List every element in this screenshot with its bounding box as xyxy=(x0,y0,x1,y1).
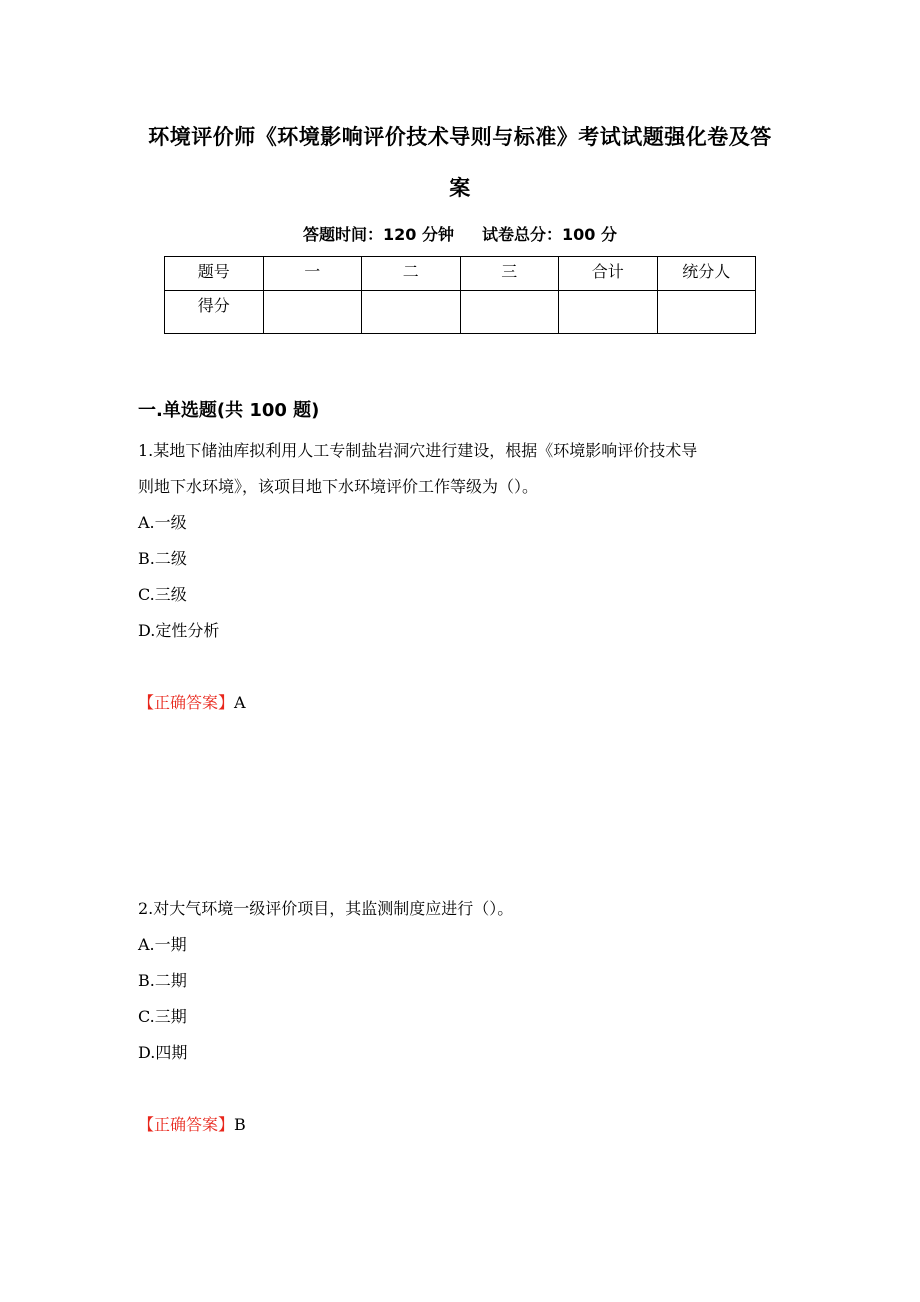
question-1-option: B.二级 xyxy=(138,549,187,568)
score-table-score-row xyxy=(165,291,756,334)
score-row-label: 得分 xyxy=(165,291,264,334)
score-table-header-row xyxy=(165,257,756,291)
score-table-header: 统分人 xyxy=(657,257,756,291)
exam-meta xyxy=(0,222,920,245)
score-cell xyxy=(362,291,461,334)
document-title-line2: 案 xyxy=(449,176,471,200)
section-heading: 一.单选题(共 100 题) xyxy=(138,400,320,421)
question-1-option: A.一级 xyxy=(138,513,187,532)
question-2-option: D.四期 xyxy=(138,1043,188,1062)
question-2-option: B.二期 xyxy=(138,971,187,990)
score-table-header: 一 xyxy=(263,257,362,291)
question-2-answer xyxy=(138,1115,246,1135)
answer-label: 【正确答案】 xyxy=(138,693,235,712)
question-1-option: D.定性分析 xyxy=(138,621,220,640)
score-table xyxy=(164,256,756,334)
answer-value: A xyxy=(234,693,246,712)
question-1-answer xyxy=(138,693,246,713)
score-table-header: 题号 xyxy=(165,257,264,291)
answer-label: 【正确答案】 xyxy=(138,1115,235,1134)
question-2-option: A.一期 xyxy=(138,935,187,954)
question-2-stem-line1: 2.对大气环境一级评价项目，其监测制度应进行（）。 xyxy=(138,899,514,918)
score-table-header: 二 xyxy=(362,257,461,291)
exam-total-score: 试卷总分：100 分 xyxy=(482,225,617,244)
score-cell xyxy=(657,291,756,334)
exam-time: 答题时间：120 分钟 xyxy=(303,225,454,244)
score-cell xyxy=(263,291,362,334)
question-2-option: C.三期 xyxy=(138,1007,187,1026)
score-table-header: 三 xyxy=(460,257,559,291)
score-cell xyxy=(460,291,559,334)
question-1-stem-line1: 1.某地下储油库拟利用人工专制盐岩洞穴进行建设，根据《环境影响评价技术导 xyxy=(138,441,698,460)
document-title-line1: 环境评价师《环境影响评价技术导则与标准》考试试题强化卷及答 xyxy=(148,125,772,149)
question-1-option: C.三级 xyxy=(138,585,187,604)
score-table-header: 合计 xyxy=(559,257,658,291)
answer-value: B xyxy=(234,1115,246,1134)
question-1-stem-line2: 则地下水环境》，该项目地下水环境评价工作等级为（）。 xyxy=(138,477,539,496)
score-cell xyxy=(559,291,658,334)
